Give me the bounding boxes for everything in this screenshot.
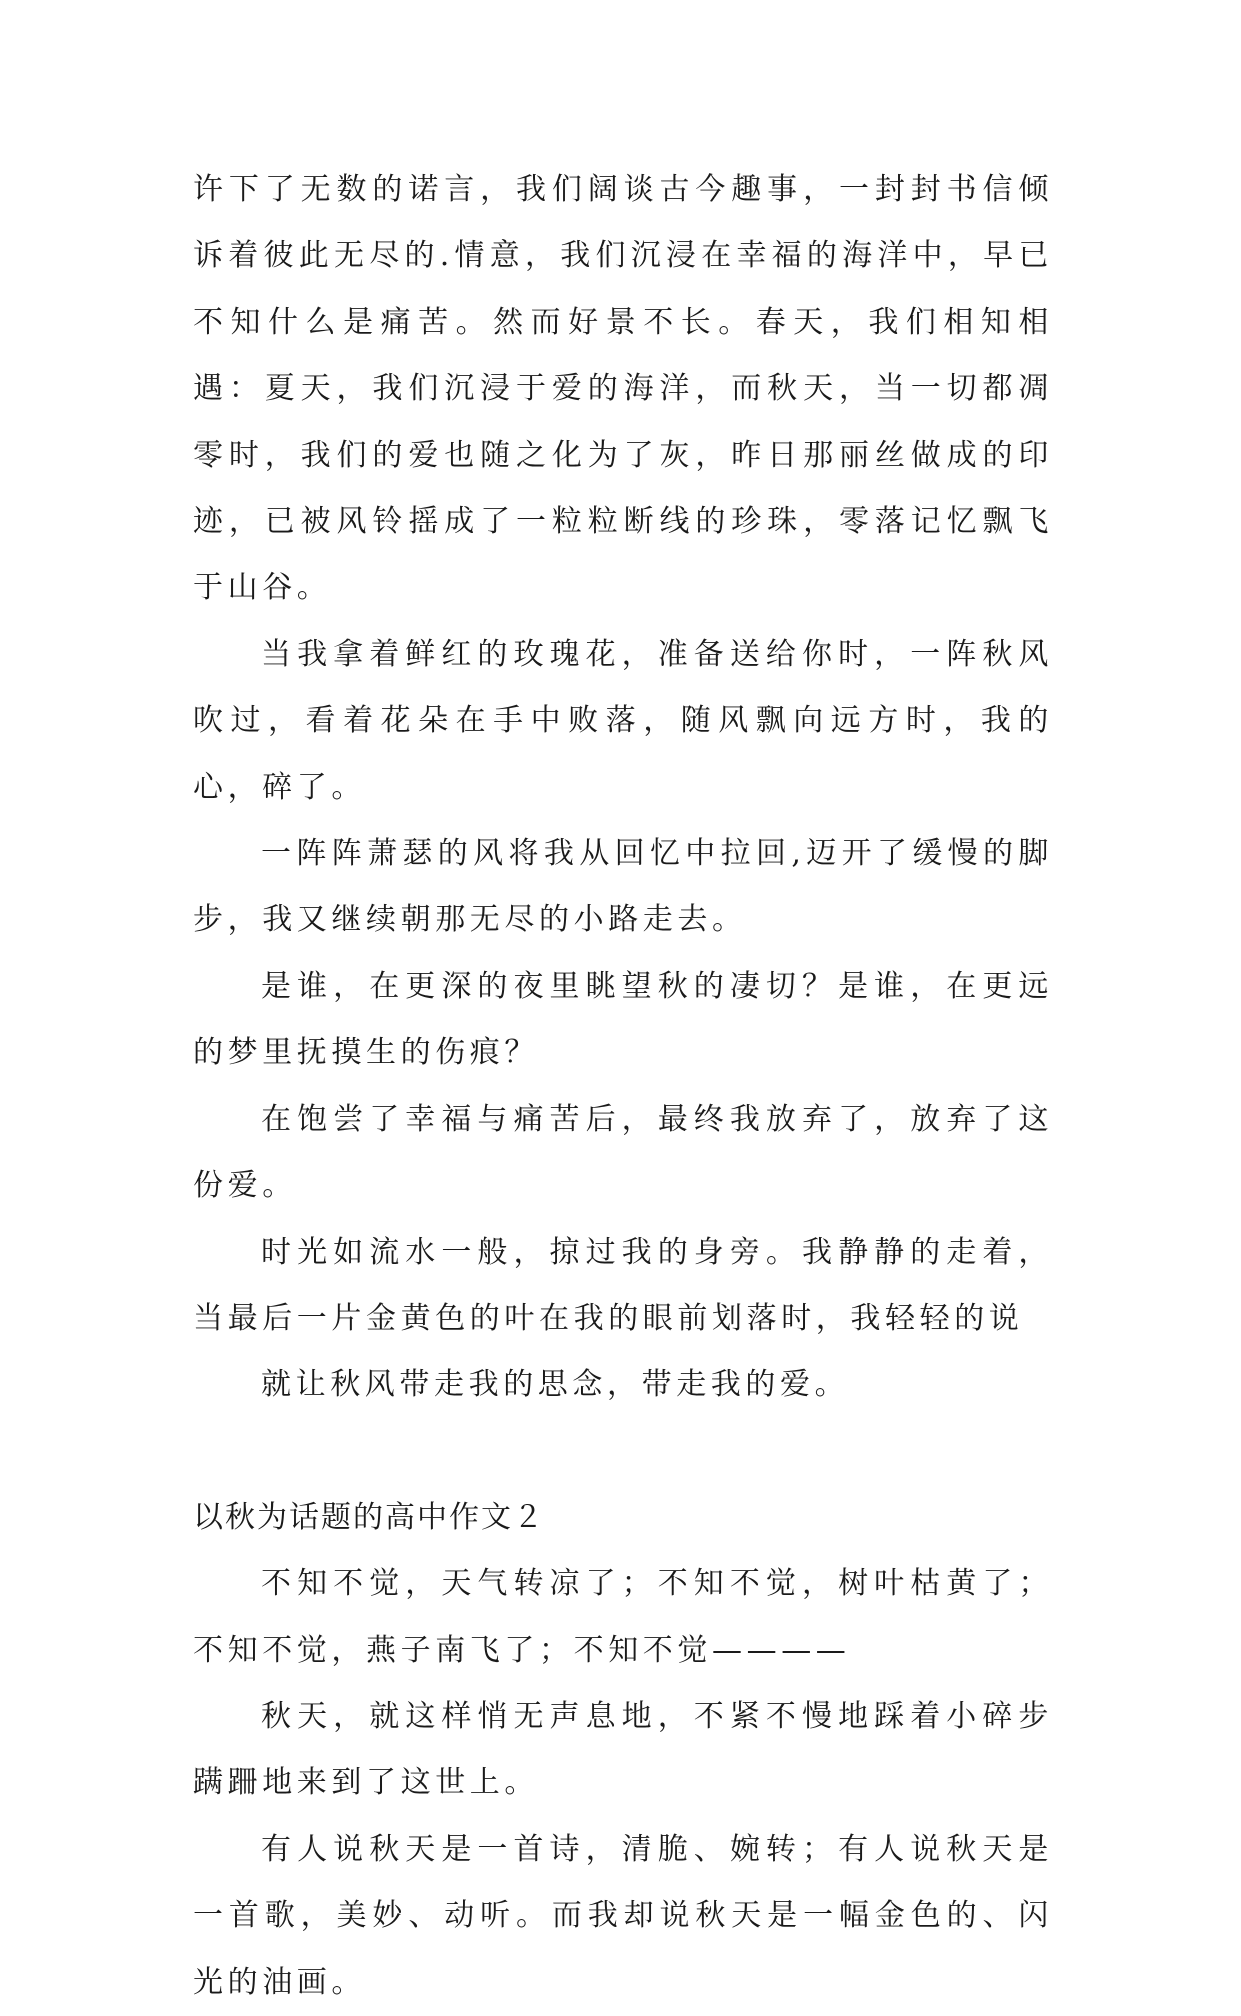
paragraph: 在饱尝了幸福与痛苦后，最终我放弃了，放弃了这份爱。 bbox=[193, 1101, 1053, 1204]
paragraph: 时光如流水一般，掠过我的身旁。我静静的走着，当最后一片金黄色的叶在我的眼前划落时，我轻轻的说 bbox=[193, 1234, 1053, 1336]
paragraph: 当我拿着鲜红的玫瑰花，准备送给你时，一阵秋风吹过，看着花朵在手中败落，随风飘向远方时，我的心，碎了。 bbox=[193, 636, 1053, 805]
paragraph: 不知不觉，天气转凉了；不知不觉，树叶枯黄了；不知不觉，燕子南飞了；不知不觉———— bbox=[193, 1566, 1053, 1668]
paragraph: 秋天，就这样悄无声息地，不紧不慢地踩着小碎步蹒跚地来到了这世上。 bbox=[193, 1698, 1053, 1801]
paragraph-continued: 许下了无数的诺言，我们阔谈古今趣事，一封封书信倾诉着彼此无尽的.情意，我们沉浸在幸福的海洋中，早已不知什么是痛苦。然而好景不长。春天，我们相知相遇：夏天，我们沉浸于爱的海洋，而秋天，当一切都凋零时，我们的爱也随之化为了灰，昨日那丽丝做成的印迹，已被风铃摇成了一粒粒断线的珍珠，零落记忆飘飞于山谷。 bbox=[193, 172, 1053, 606]
paragraph: 是谁，在更深的夜里眺望秋的凄切？是谁，在更远的梦里抚摸生的伤痕？ bbox=[193, 968, 1053, 1071]
paragraph: 有人说秋天是一首诗，清脆、婉转；有人说秋天是一首歌，美妙、动听。而我却说秋天是一幅金色的、闪光的油画。 bbox=[193, 1831, 1053, 2000]
document-body bbox=[193, 157, 1053, 2016]
section-heading: 以秋为话题的高中作文２ bbox=[193, 1499, 545, 1535]
paragraph: 就让秋风带走我的思念，带走我的爱。 bbox=[261, 1367, 850, 1403]
paragraph: 一阵阵萧瑟的风将我从回忆中拉回,迈开了缓慢的脚步，我又继续朝那无尽的小路走去。 bbox=[193, 836, 1053, 938]
section-gap bbox=[193, 1419, 1053, 1485]
